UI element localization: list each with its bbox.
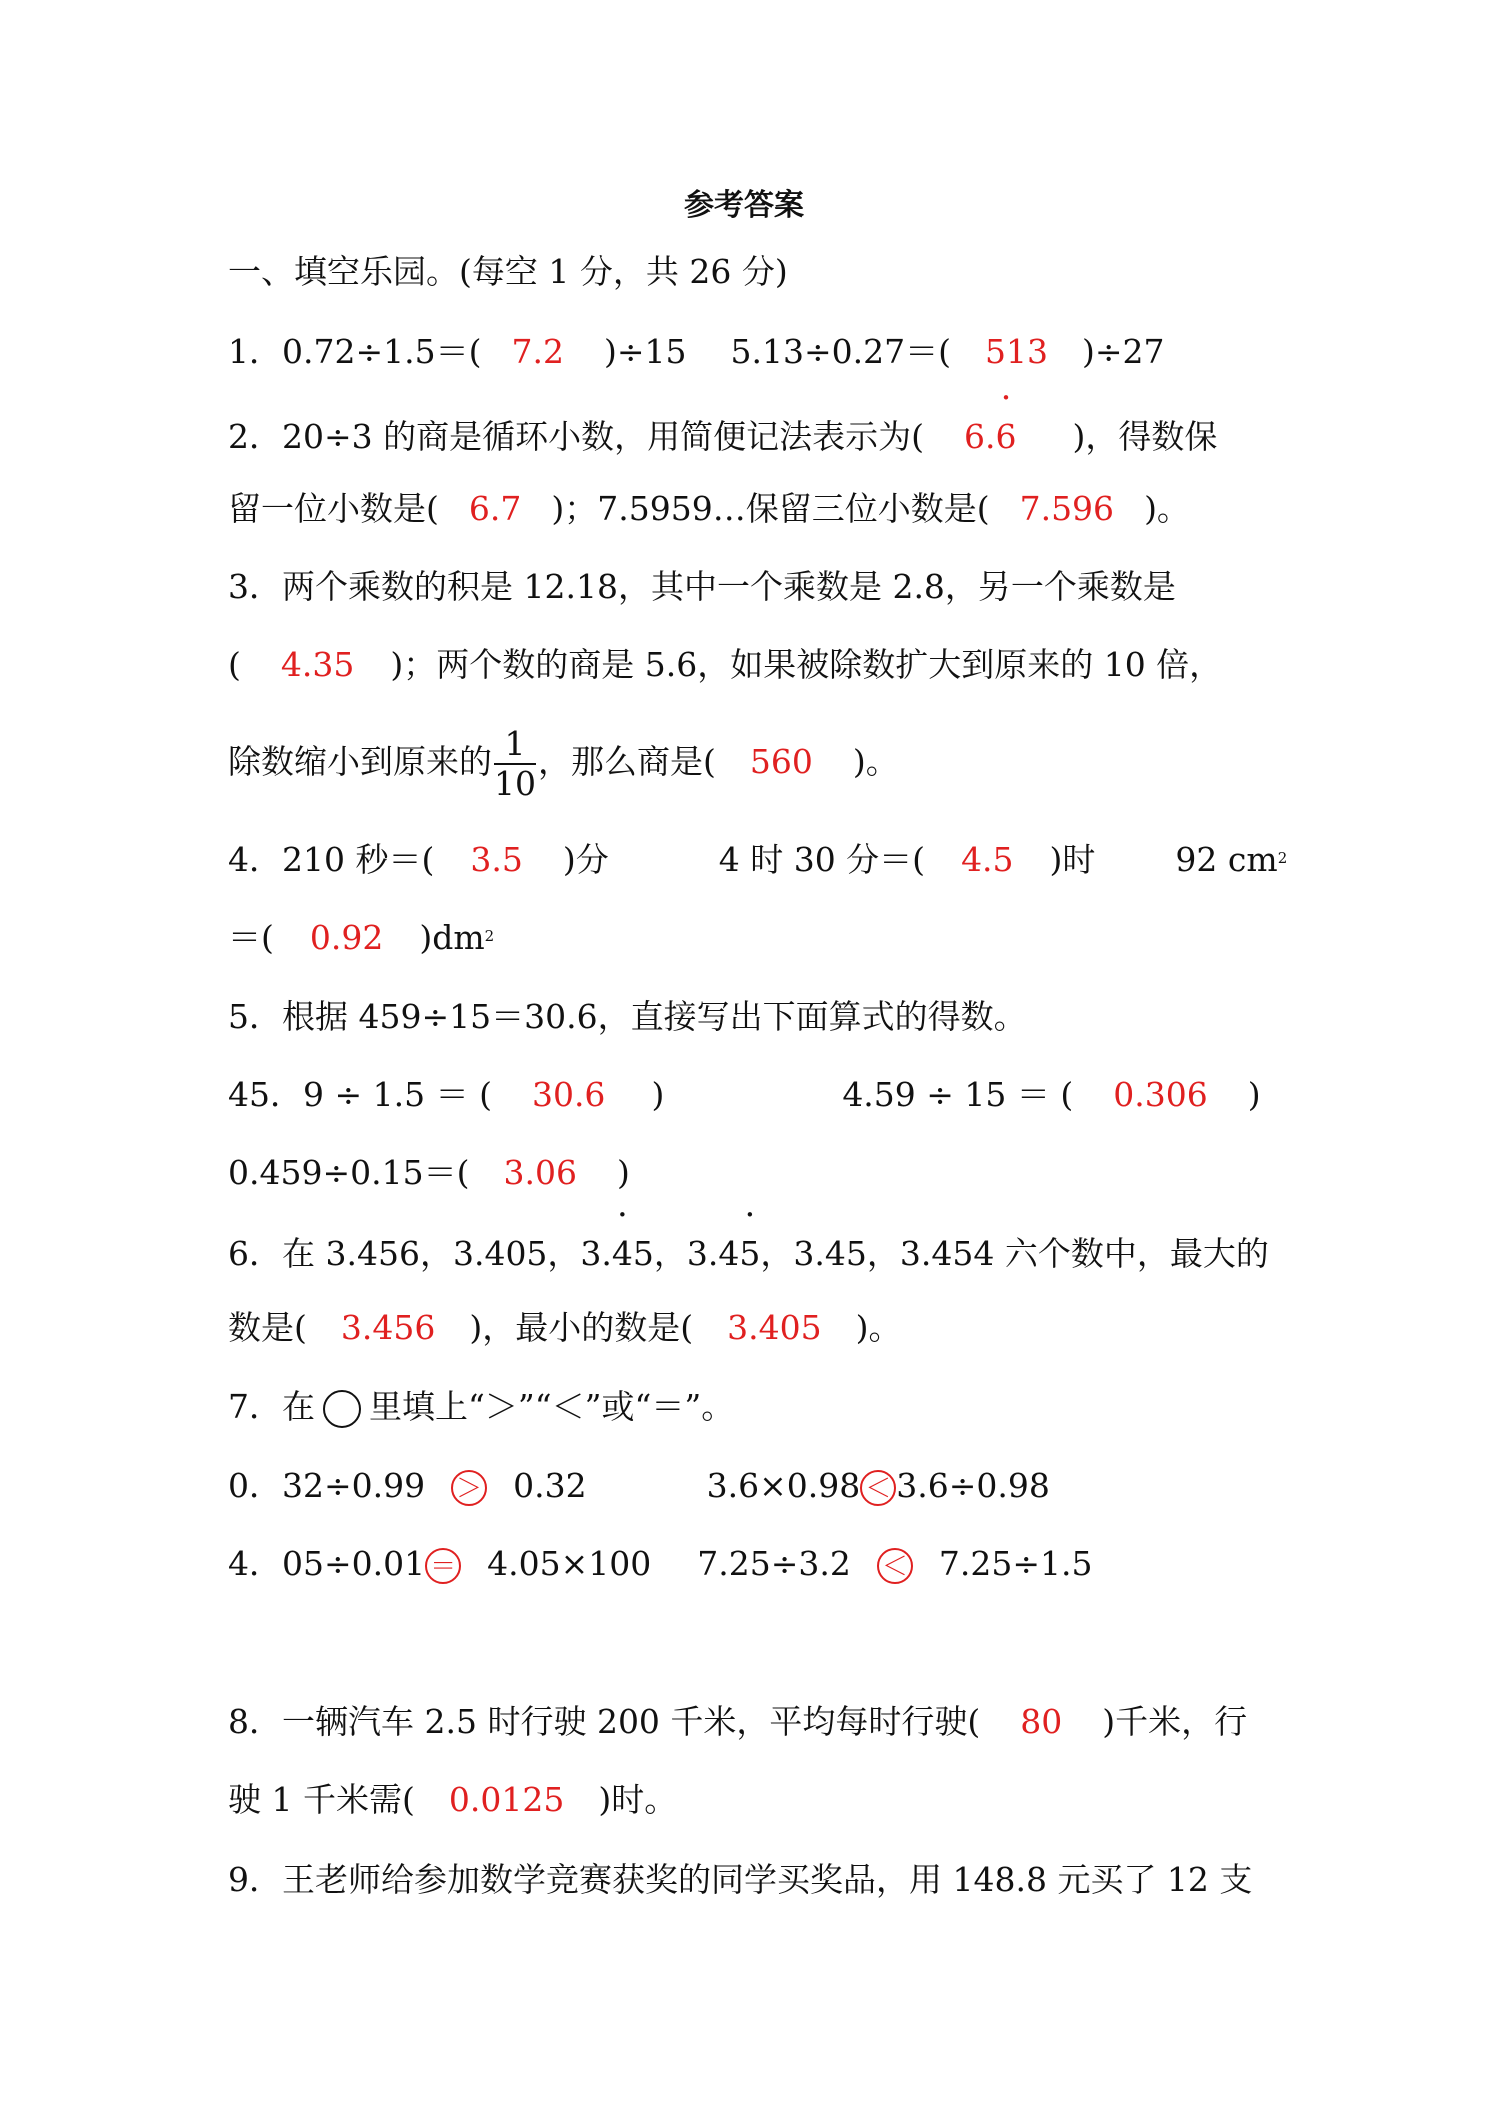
q6-text-mid: 5，3.4 [632,1234,740,1273]
q7-text-a: 7．在 [228,1387,315,1426]
q7-expr-1a: 0．32÷0.99 [228,1466,426,1505]
q3-answer-1: 4.35 [280,645,355,684]
q5-text-a: 45．9 ÷ 1.5 ＝ ( [228,1075,492,1114]
q4-answer-3: 0.92 [309,918,384,957]
blank-circle-icon [323,1390,361,1428]
q8-text-d: )时。 [598,1780,678,1819]
q4-answer-1: 3.5 [470,840,523,879]
q3-text-e: ，那么商是( [538,742,716,781]
question-8-line-1 [228,1700,1247,1744]
fraction-numerator: 1 [494,725,536,765]
q7-expr-1d: 3.6÷0.98 [896,1466,1050,1505]
q8-answer-1: 80 [1020,1702,1063,1741]
q8-text-c: 驶 1 千米需( [228,1780,415,1819]
q6-text-c: 数是( [228,1308,307,1347]
q4-text-c: 4 时 30 分＝( [718,840,926,879]
q5-text-f: ) [616,1153,630,1192]
q2-answer-1-pre: 6. [964,417,996,456]
q7-circled-answer-2: ＜ [860,1470,896,1506]
q2-answer-3: 7.596 [1019,489,1115,528]
question-6-line-2 [228,1306,901,1350]
q1-text-a: 1．0.72÷1.5＝( [228,332,482,371]
q1-text-c: 5.13÷0.27＝( [730,332,951,371]
q6-text-e: )。 [855,1308,902,1347]
question-7-intro [228,1385,734,1429]
q1-text-b: )÷15 [603,332,687,371]
q4-text-a: 4．210 秒＝( [228,840,435,879]
page-title: 参考答案 [684,188,804,223]
q7-text-b: 里填上“＞”“＜”或“＝”。 [369,1387,735,1426]
q7-expr-2c: 7.25÷3.2 [697,1544,851,1583]
q3-answer-2: 560 [749,742,813,781]
q5-text-b: ) [651,1075,665,1114]
q6-text-d: )，最小的数是( [469,1308,694,1347]
q6-text-b: ，3.45，3.454 六个数中，最大的 [760,1234,1269,1273]
question-6-line-1 [228,1232,1269,1276]
question-3-line-1: 3．两个乘数的积是 12.18，其中一个乘数是 2.8，另一个乘数是 [228,567,1176,606]
q4-text-f: ＝( [228,918,274,957]
question-2-line-2 [228,487,1190,531]
q7-expr-2a: 4．05÷0.01 [228,1544,426,1583]
q7-circled-answer-1: ＞ [451,1470,487,1506]
question-7-row-2 [228,1542,1092,1586]
q3-text-c: )；两个数的商是 5.6，如果被除数扩大到原来的 10 倍， [390,645,1223,684]
q8-answer-2: 0.0125 [448,1780,565,1819]
q4-answer-2: 4.5 [961,840,1014,879]
q5-answer-1: 30.6 [531,1075,606,1114]
q1-text-d: )÷27 [1081,332,1165,371]
q4-text-g: )dm [419,918,485,957]
fraction-denominator: 10 [494,764,536,803]
q1-answer-2: 513 [984,332,1048,371]
question-4-line-2 [228,916,494,960]
question-1 [228,330,1165,374]
q6-answer-2: 3.405 [727,1308,822,1347]
q7-expr-2d: 7.25÷1.5 [938,1544,1093,1583]
question-4-line-1 [228,838,1287,882]
q1-answer-1: 7.2 [511,332,564,371]
q4-superscript-dm: 2 [484,927,495,945]
q3-text-f: )。 [852,742,899,781]
question-5-line-1 [228,1073,1261,1117]
q4-superscript-cm: 2 [1277,849,1288,867]
question-5-intro: 5．根据 459÷15＝30.6，直接写出下面算式的得数。 [228,997,1027,1036]
q5-answer-2: 0.306 [1113,1075,1208,1114]
q5-text-e: 0.459÷0.15＝( [228,1153,470,1192]
q3-text-d: 除数缩小到原来的 [228,742,492,781]
q7-expr-1b: 0.32 [513,1466,587,1505]
q5-text-d: ) [1247,1075,1261,1114]
q8-text-b: )千米，行 [1102,1702,1248,1741]
fraction-one-tenth [494,725,536,803]
q5-answer-3: 3.06 [503,1153,577,1192]
q5-text-c: 4.59 ÷ 15 ＝ ( [842,1075,1074,1114]
q6-text-a: 6．在 3.456，3.405，3. [228,1234,612,1273]
q7-circled-answer-3: ＝ [425,1548,461,1584]
question-8-line-2 [228,1778,677,1822]
q6-repeat-digit-2: · 5 [739,1232,760,1276]
q2-answer-1-repeat-digit: · 6 [996,415,1017,459]
q2-answer-2: 6.7 [468,489,522,528]
q2-answer-1 [964,417,1017,456]
question-3-line-3 [228,722,899,803]
q2-text-d: )；7.5959…保留三位小数是( [551,489,990,528]
q2-text-c: 留一位小数是( [228,489,439,528]
q2-text-e: )。 [1144,489,1190,528]
q2-text-b: )，得数保 [1072,417,1218,456]
q4-text-e: 92 cm [1175,840,1278,879]
question-3-line-2 [228,643,1222,687]
question-9-line-1: 9．王老师给参加数学竞赛获奖的同学买奖品，用 148.8 元买了 12 支 [228,1860,1253,1899]
q7-expr-2b: 4.05×100 [487,1544,652,1583]
q4-text-d: )时 [1049,840,1096,879]
q2-text-a: 2．20÷3 的商是循环小数，用简便记法表示为( [228,417,924,456]
q3-text-b: ( [228,645,241,684]
q8-text-a: 8．一辆汽车 2.5 时行驶 200 千米，平均每时行驶( [228,1702,981,1741]
section-heading: 一、填空乐园。(每空 1 分，共 26 分) [228,252,788,291]
q4-text-b: )分 [562,840,609,879]
q6-repeat-digit-1: · 4 [612,1232,633,1276]
question-7-row-1 [228,1464,1050,1508]
q7-expr-1c: 3.6×0.98 [706,1466,861,1505]
question-2-line-1 [228,415,1217,459]
question-5-line-2 [228,1151,630,1195]
q6-answer-1: 3.456 [340,1308,436,1347]
q7-circled-answer-4: ＜ [877,1548,913,1584]
